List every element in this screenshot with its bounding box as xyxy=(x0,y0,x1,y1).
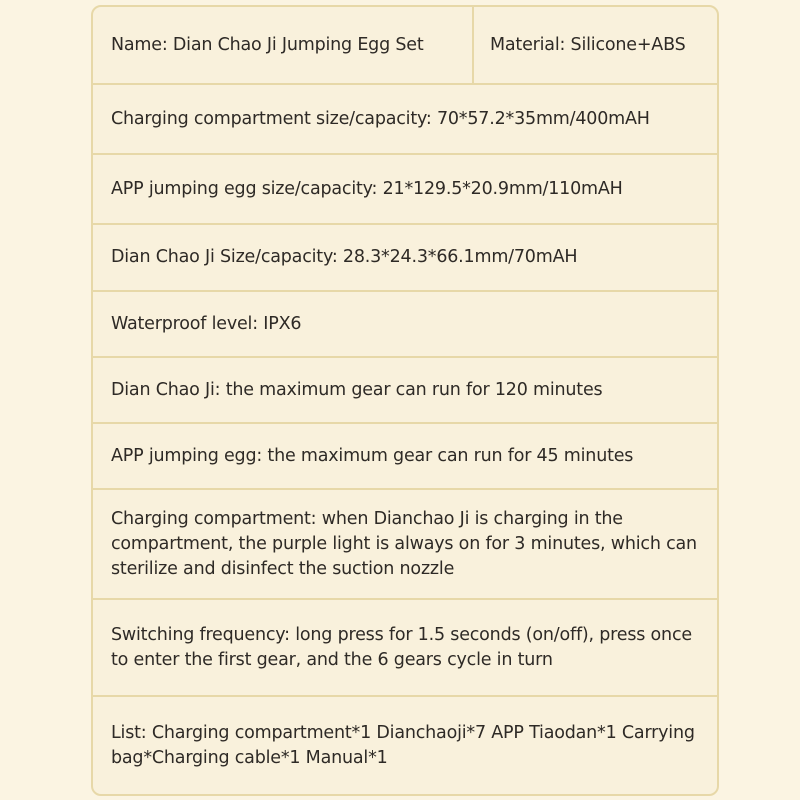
spec-row-charging-compartment-size xyxy=(93,85,717,155)
spec-row-waterproof xyxy=(93,292,717,358)
product-material: Material: Silicone+ABS xyxy=(490,34,686,55)
spec-text: Charging compartment size/capacity: 70*57.2*35mm/400mAH xyxy=(111,108,650,129)
name-cell xyxy=(93,7,474,83)
spec-row-package-list xyxy=(93,697,717,794)
spec-row-name-material xyxy=(93,7,717,85)
spec-table xyxy=(91,5,719,796)
spec-row-dian-chao-ji-size xyxy=(93,225,717,292)
spec-text: Charging compartment: when Dianchao Ji is charging in the compartment, the purple light is always on for 3 minutes, which can sterilize and disinfect the suction nozzle xyxy=(111,508,697,579)
spec-text: APP jumping egg: the maximum gear can run for 45 minutes xyxy=(111,445,634,466)
material-cell xyxy=(474,7,717,83)
spec-row-app-egg-runtime xyxy=(93,424,717,490)
spec-row-switching-frequency xyxy=(93,600,717,697)
spec-text: Dian Chao Ji: the maximum gear can run for 120 minutes xyxy=(111,379,603,400)
spec-row-dian-chao-ji-runtime xyxy=(93,358,717,424)
spec-text: Dian Chao Ji Size/capacity: 28.3*24.3*66.1mm/70mAH xyxy=(111,247,578,267)
spec-row-charging-compartment-light xyxy=(93,490,717,600)
spec-row-app-egg-size xyxy=(93,155,717,225)
spec-text: APP jumping egg size/capacity: 21*129.5*20.9mm/110mAH xyxy=(111,178,623,199)
product-name: Name: Dian Chao Ji Jumping Egg Set xyxy=(111,34,424,55)
spec-text: List: Charging compartment*1 Dianchaoji*7 APP Tiaodan*1 Carrying bag*Charging cable*1 Manual*1 xyxy=(111,722,695,768)
spec-text: Switching frequency: long press for 1.5 seconds (on/off), press once to enter the first gear, and the 6 gears cycle in turn xyxy=(111,624,692,670)
spec-text: Waterproof level: IPX6 xyxy=(111,313,302,334)
